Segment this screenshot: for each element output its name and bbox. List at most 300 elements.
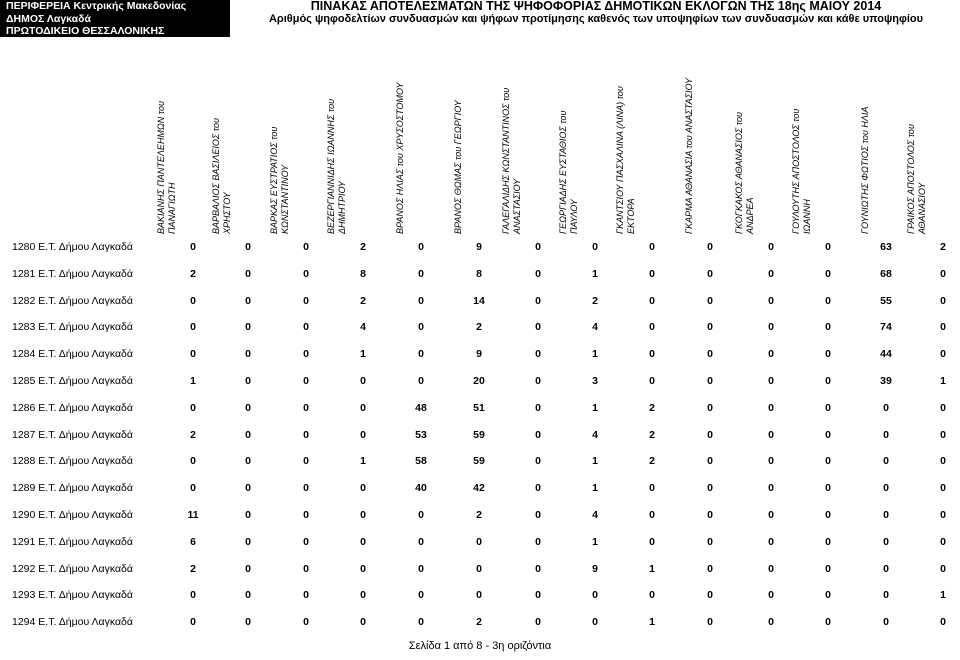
column-header-line: ΒΑΡΒΑΛΙΟΣ ΒΑΣΙΛΕΙΟΣ του bbox=[211, 118, 221, 234]
column-header-text bbox=[860, 72, 871, 234]
column-header bbox=[438, 72, 468, 234]
table-row bbox=[0, 399, 960, 417]
table-cell: 0 bbox=[245, 535, 251, 548]
table-cell: 39 bbox=[880, 375, 892, 387]
column-header-line: ΓΟΥΝΙΩΤΗΣ ΦΩΤΙΟΣ του ΗΛΙΑ bbox=[860, 106, 870, 234]
table-cell: 0 bbox=[707, 321, 713, 334]
table-cell: 0 bbox=[476, 589, 482, 602]
column-header-line: ΚΩΝΣΤΑΝΤΙΝΟΥ bbox=[280, 164, 290, 234]
table-cell: 40 bbox=[415, 482, 427, 495]
table-cell: 0 bbox=[940, 428, 946, 441]
column-header bbox=[902, 72, 932, 234]
table-cell: 0 bbox=[245, 321, 251, 334]
table-cell: 0 bbox=[303, 562, 309, 575]
table-cell: 6 bbox=[190, 535, 196, 548]
column-header-line: ΑΝΔΡΕΑ bbox=[745, 197, 755, 234]
row-label: 1284 Ε.Τ. Δήμου Λαγκαδά bbox=[12, 348, 133, 361]
table-cell: 0 bbox=[768, 241, 774, 253]
table-cell: 0 bbox=[940, 535, 946, 548]
table-cell: 0 bbox=[825, 321, 831, 334]
table-cell: 63 bbox=[880, 241, 892, 253]
table-cell: 0 bbox=[649, 321, 655, 334]
table-cell: 44 bbox=[880, 348, 892, 361]
column-header bbox=[669, 72, 699, 234]
page-footer: Σελίδα 1 από 8 - 3η οριζόντια bbox=[408, 640, 552, 652]
column-header-text bbox=[211, 72, 233, 234]
table-cell: 0 bbox=[768, 616, 774, 629]
table-cell: 2 bbox=[649, 401, 655, 414]
table-cell: 0 bbox=[768, 589, 774, 602]
column-header-line: ΒΑΡΚΑΣ ΕΥΣΤΡΑΤΙΟΣ του bbox=[269, 126, 279, 234]
table-cell: 0 bbox=[940, 401, 946, 414]
column-header bbox=[380, 72, 410, 234]
table-cell: 0 bbox=[360, 589, 366, 602]
table-cell: 1 bbox=[592, 482, 598, 495]
column-header-line: ΠΑΥΛΟΥ bbox=[569, 199, 579, 234]
column-header bbox=[265, 72, 295, 234]
table-cell: 9 bbox=[476, 348, 482, 361]
table-row bbox=[0, 586, 960, 604]
table-cell: 0 bbox=[940, 321, 946, 334]
table-cell: 0 bbox=[190, 321, 196, 334]
column-header-line: ΓΡΑΙΚΟΣ ΑΠΟΣΤΟΛΟΣ του bbox=[906, 124, 916, 234]
table-row bbox=[0, 613, 960, 631]
table-cell: 0 bbox=[535, 616, 541, 629]
column-header-line: ΓΕΩΡΓΙΑΔΗΣ ΕΥΣΤΑΘΙΟΣ του bbox=[558, 110, 568, 234]
column-header-text bbox=[791, 72, 813, 234]
table-cell: 55 bbox=[880, 294, 892, 307]
header-court: ΠΡΩΤΟΔΙΚΕΙΟ ΘΕΣΣΑΛΟΝΙΚΗΣ bbox=[6, 25, 165, 37]
table-cell: 0 bbox=[940, 482, 946, 495]
table-cell: 0 bbox=[418, 321, 424, 334]
column-header-text bbox=[558, 72, 580, 234]
table-cell: 0 bbox=[418, 241, 424, 253]
table-cell: 0 bbox=[825, 267, 831, 280]
table-cell: 1 bbox=[592, 401, 598, 414]
column-header bbox=[554, 72, 584, 234]
table-cell: 0 bbox=[707, 535, 713, 548]
table-cell: 0 bbox=[535, 401, 541, 414]
table-cell: 0 bbox=[190, 455, 196, 468]
table-cell: 2 bbox=[190, 428, 196, 441]
table-cell: 0 bbox=[592, 616, 598, 629]
row-label: 1294 Ε.Τ. Δήμου Λαγκαδά bbox=[12, 616, 133, 629]
column-header-text bbox=[734, 72, 756, 234]
column-header bbox=[730, 72, 760, 234]
table-cell: 0 bbox=[940, 455, 946, 468]
table-cell: 0 bbox=[245, 509, 251, 521]
table-cell: 0 bbox=[707, 241, 713, 253]
table-cell: 0 bbox=[418, 348, 424, 361]
table-cell: 1 bbox=[360, 348, 366, 361]
table-cell: 0 bbox=[940, 616, 946, 629]
table-cell: 0 bbox=[649, 267, 655, 280]
table-cell: 0 bbox=[535, 241, 541, 253]
column-header-line: ΙΩΑΝΝΗ bbox=[802, 199, 812, 234]
header-municipality: ΔΗΜΟΣ Λαγκαδά bbox=[6, 12, 91, 25]
table-cell: 59 bbox=[473, 455, 485, 468]
table-cell: 0 bbox=[768, 455, 774, 468]
row-label: 1283 Ε.Τ. Δήμου Λαγκαδά bbox=[12, 321, 133, 334]
row-label: 1285 Ε.Τ. Δήμου Λαγκαδά bbox=[12, 375, 133, 387]
header-titles bbox=[232, 0, 960, 26]
table-cell: 0 bbox=[883, 535, 889, 548]
column-header-line: ΑΘΑΝΑΣΙΟΥ bbox=[917, 182, 927, 234]
table-cell: 0 bbox=[940, 294, 946, 307]
table-cell: 0 bbox=[707, 294, 713, 307]
table-cell: 0 bbox=[535, 482, 541, 495]
table-cell: 20 bbox=[473, 375, 485, 387]
table-cell: 0 bbox=[245, 401, 251, 414]
row-label: 1293 Ε.Τ. Δήμου Λαγκαδά bbox=[12, 589, 133, 602]
table-cell: 0 bbox=[360, 535, 366, 548]
table-cell: 0 bbox=[883, 455, 889, 468]
table-cell: 2 bbox=[360, 241, 366, 253]
table-cell: 53 bbox=[415, 428, 427, 441]
table-cell: 0 bbox=[360, 482, 366, 495]
table-cell: 0 bbox=[883, 401, 889, 414]
table-cell: 0 bbox=[768, 294, 774, 307]
table-cell: 0 bbox=[592, 589, 598, 602]
table-cell: 0 bbox=[245, 589, 251, 602]
column-header-text bbox=[326, 72, 348, 234]
table-cell: 0 bbox=[649, 241, 655, 253]
column-header bbox=[152, 72, 182, 234]
table-cell: 0 bbox=[245, 562, 251, 575]
table-row bbox=[0, 426, 960, 444]
table-cell: 0 bbox=[418, 509, 424, 521]
table-cell: 0 bbox=[768, 375, 774, 387]
table-cell: 0 bbox=[245, 455, 251, 468]
table-cell: 0 bbox=[707, 589, 713, 602]
column-header bbox=[787, 72, 817, 234]
table-cell: 74 bbox=[880, 321, 892, 334]
table-cell: 0 bbox=[649, 375, 655, 387]
table-cell: 0 bbox=[303, 348, 309, 361]
table-cell: 0 bbox=[649, 482, 655, 495]
column-header-text bbox=[453, 72, 464, 234]
table-cell: 0 bbox=[825, 616, 831, 629]
table-cell: 0 bbox=[535, 267, 541, 280]
table-cell: 0 bbox=[360, 428, 366, 441]
column-header-text bbox=[684, 72, 695, 234]
table-row bbox=[0, 452, 960, 470]
table-cell: 1 bbox=[190, 375, 196, 387]
table-cell: 0 bbox=[303, 589, 309, 602]
table-cell: 0 bbox=[825, 401, 831, 414]
table-cell: 1 bbox=[592, 535, 598, 548]
column-header-line: ΒΡΑΝΟΣ ΘΩΜΑΣ του ΓΕΩΡΓΙΟΥ bbox=[453, 100, 463, 234]
table-cell: 0 bbox=[245, 267, 251, 280]
table-cell: 8 bbox=[360, 267, 366, 280]
table-cell: 0 bbox=[535, 321, 541, 334]
table-cell: 2 bbox=[592, 294, 598, 307]
table-cell: 0 bbox=[768, 562, 774, 575]
table-cell: 0 bbox=[883, 589, 889, 602]
table-cell: 0 bbox=[535, 375, 541, 387]
table-cell: 0 bbox=[303, 509, 309, 521]
table-cell: 0 bbox=[825, 241, 831, 253]
table-cell: 0 bbox=[649, 294, 655, 307]
table-cell: 2 bbox=[476, 321, 482, 334]
table-cell: 0 bbox=[418, 294, 424, 307]
table-cell: 1 bbox=[940, 589, 946, 602]
table-cell: 0 bbox=[768, 509, 774, 521]
table-row bbox=[0, 479, 960, 497]
table-cell: 0 bbox=[883, 616, 889, 629]
column-header-line: ΓΚΑΝΤΣΙΟΥ ΠΑΣΧΑΛΙΝΑ (ΛΙΝΑ) του bbox=[615, 86, 625, 234]
table-cell: 0 bbox=[768, 321, 774, 334]
table-cell: 0 bbox=[245, 294, 251, 307]
table-cell: 1 bbox=[649, 616, 655, 629]
table-cell: 4 bbox=[592, 509, 598, 521]
column-header bbox=[611, 72, 641, 234]
table-cell: 2 bbox=[360, 294, 366, 307]
row-label: 1288 Ε.Τ. Δήμου Λαγκαδά bbox=[12, 455, 133, 468]
column-header-text bbox=[501, 72, 523, 234]
table-cell: 2 bbox=[649, 455, 655, 468]
table-cell: 2 bbox=[476, 616, 482, 629]
table-cell: 68 bbox=[880, 267, 892, 280]
column-header-text bbox=[156, 72, 178, 234]
table-cell: 0 bbox=[768, 401, 774, 414]
table-cell: 0 bbox=[535, 562, 541, 575]
table-cell: 0 bbox=[825, 375, 831, 387]
table-cell: 0 bbox=[535, 428, 541, 441]
row-label: 1280 Ε.Τ. Δήμου Λαγκαδά bbox=[12, 241, 133, 253]
table-cell: 51 bbox=[473, 401, 485, 414]
table-cell: 2 bbox=[190, 562, 196, 575]
table-cell: 0 bbox=[190, 589, 196, 602]
table-cell: 0 bbox=[303, 294, 309, 307]
table-cell: 1 bbox=[360, 455, 366, 468]
table-cell: 0 bbox=[940, 348, 946, 361]
table-cell: 0 bbox=[825, 455, 831, 468]
table-cell: 4 bbox=[360, 321, 366, 334]
table-cell: 0 bbox=[649, 348, 655, 361]
column-header-line: ΓΟΥΛΟΥΤΗΣ ΑΠΟΣΤΟΛΟΣ του bbox=[791, 108, 801, 234]
table-cell: 1 bbox=[592, 348, 598, 361]
table-cell: 0 bbox=[768, 428, 774, 441]
table-cell: 9 bbox=[476, 241, 482, 253]
table-cell: 0 bbox=[707, 428, 713, 441]
column-header-line: ΒΡΑΝΟΣ ΗΛΙΑΣ του ΧΡΥΣΟΣΤΟΜΟΥ bbox=[395, 82, 405, 234]
table-cell: 0 bbox=[883, 509, 889, 521]
row-label: 1290 Ε.Τ. Δήμου Λαγκαδά bbox=[12, 509, 133, 521]
table-cell: 0 bbox=[649, 589, 655, 602]
table-cell: 0 bbox=[360, 401, 366, 414]
table-cell: 0 bbox=[418, 589, 424, 602]
column-header-line: ΕΚΤΟΡΑ bbox=[626, 198, 636, 234]
table-cell: 0 bbox=[707, 401, 713, 414]
table-cell: 0 bbox=[707, 375, 713, 387]
page-title: ΠΙΝΑΚΑΣ ΑΠΟΤΕΛΕΣΜΑΤΩΝ ΤΗΣ ΨΗΦΟΦΟΡΙΑΣ ΔΗΜΟΤΙΚΩΝ ΕΚΛΟΓΩΝ ΤΗΣ 18ης ΜΑΙΟΥ 2014 bbox=[310, 0, 882, 13]
table-cell: 1 bbox=[592, 267, 598, 280]
table-cell: 0 bbox=[883, 482, 889, 495]
table-cell: 0 bbox=[303, 482, 309, 495]
table-row bbox=[0, 318, 960, 336]
table-row bbox=[0, 265, 960, 283]
header-region-block bbox=[0, 0, 230, 37]
table-cell: 0 bbox=[190, 401, 196, 414]
table-cell: 0 bbox=[825, 294, 831, 307]
table-cell: 0 bbox=[245, 428, 251, 441]
table-cell: 0 bbox=[360, 562, 366, 575]
table-cell: 0 bbox=[535, 535, 541, 548]
table-cell: 0 bbox=[883, 428, 889, 441]
table-cell: 0 bbox=[707, 267, 713, 280]
table-cell: 0 bbox=[360, 616, 366, 629]
table-cell: 0 bbox=[303, 267, 309, 280]
column-header-line: ΒΑΚΙΑΝΗΣ ΠΑΝΤΕΛΕΗΜΩΝ του bbox=[156, 101, 166, 234]
table-cell: 0 bbox=[476, 535, 482, 548]
row-label: 1292 Ε.Τ. Δήμου Λαγκαδά bbox=[12, 562, 133, 575]
column-header bbox=[207, 72, 237, 234]
table-cell: 0 bbox=[592, 241, 598, 253]
table-cell: 0 bbox=[825, 589, 831, 602]
row-label: 1287 Ε.Τ. Δήμου Λαγκαδά bbox=[12, 428, 133, 441]
table-cell: 0 bbox=[649, 509, 655, 521]
table-cell: 9 bbox=[592, 562, 598, 575]
column-header-line: ΓΚΟΓΚΑΚΟΣ ΑΘΑΝΑΣΙΟΣ του bbox=[734, 112, 744, 234]
table-cell: 0 bbox=[768, 482, 774, 495]
table-cell: 0 bbox=[190, 482, 196, 495]
table-cell: 2 bbox=[476, 509, 482, 521]
table-cell: 0 bbox=[649, 535, 655, 548]
table-cell: 0 bbox=[245, 241, 251, 253]
table-cell: 0 bbox=[190, 241, 196, 253]
table-cell: 0 bbox=[303, 321, 309, 334]
table-cell: 0 bbox=[940, 562, 946, 575]
table-cell: 0 bbox=[707, 348, 713, 361]
table-cell: 11 bbox=[187, 509, 199, 521]
table-cell: 59 bbox=[473, 428, 485, 441]
table-cell: 0 bbox=[825, 509, 831, 521]
table-cell: 0 bbox=[418, 535, 424, 548]
row-label: 1281 Ε.Τ. Δήμου Λαγκαδά bbox=[12, 267, 133, 280]
table-cell: 0 bbox=[825, 348, 831, 361]
table-cell: 0 bbox=[535, 509, 541, 521]
table-cell: 0 bbox=[940, 267, 946, 280]
table-cell: 0 bbox=[303, 535, 309, 548]
column-header bbox=[497, 72, 527, 234]
table-cell: 2 bbox=[190, 267, 196, 280]
column-header-text bbox=[615, 72, 637, 234]
table-cell: 14 bbox=[473, 294, 485, 307]
table-cell: 1 bbox=[649, 562, 655, 575]
table-cell: 0 bbox=[535, 589, 541, 602]
table-cell: 0 bbox=[245, 482, 251, 495]
table-cell: 2 bbox=[649, 428, 655, 441]
column-header-text bbox=[269, 72, 291, 234]
column-header bbox=[845, 72, 875, 234]
row-label: 1289 Ε.Τ. Δήμου Λαγκαδά bbox=[12, 482, 133, 495]
table-cell: 0 bbox=[535, 348, 541, 361]
table-cell: 2 bbox=[940, 241, 946, 253]
column-header-text bbox=[906, 72, 928, 234]
table-cell: 0 bbox=[303, 241, 309, 253]
table-cell: 0 bbox=[707, 562, 713, 575]
column-header bbox=[322, 72, 352, 234]
table-row bbox=[0, 533, 960, 551]
table-cell: 0 bbox=[535, 455, 541, 468]
table-cell: 0 bbox=[707, 482, 713, 495]
table-cell: 0 bbox=[825, 428, 831, 441]
table-cell: 0 bbox=[883, 562, 889, 575]
table-cell: 0 bbox=[476, 562, 482, 575]
row-label: 1282 Ε.Τ. Δήμου Λαγκαδά bbox=[12, 294, 133, 307]
table-cell: 0 bbox=[768, 535, 774, 548]
column-header-line: ΑΝΑΣΤΑΣΙΟΥ bbox=[512, 178, 522, 234]
table-cell: 0 bbox=[303, 428, 309, 441]
table-cell: 0 bbox=[303, 375, 309, 387]
table-cell: 0 bbox=[303, 455, 309, 468]
table-cell: 0 bbox=[940, 509, 946, 521]
table-row bbox=[0, 345, 960, 363]
table-cell: 0 bbox=[190, 348, 196, 361]
table-cell: 0 bbox=[768, 348, 774, 361]
table-cell: 0 bbox=[535, 294, 541, 307]
table-cell: 0 bbox=[245, 348, 251, 361]
table-cell: 0 bbox=[418, 616, 424, 629]
column-header-line: ΔΗΜΗΤΡΙΟΥ bbox=[337, 180, 347, 234]
table-cell: 8 bbox=[476, 267, 482, 280]
table-cell: 0 bbox=[418, 375, 424, 387]
table-cell: 42 bbox=[473, 482, 485, 495]
table-row bbox=[0, 560, 960, 578]
table-cell: 3 bbox=[592, 375, 598, 387]
row-label: 1286 Ε.Τ. Δήμου Λαγκαδά bbox=[12, 401, 133, 414]
table-cell: 0 bbox=[768, 267, 774, 280]
table-cell: 0 bbox=[825, 482, 831, 495]
header-region: ΠΕΡΙΦΕΡΕΙΑ Κεντρικής Μακεδονίας bbox=[6, 0, 187, 12]
table-cell: 0 bbox=[418, 562, 424, 575]
table-row bbox=[0, 372, 960, 390]
table-cell: 1 bbox=[940, 375, 946, 387]
column-header-text bbox=[395, 72, 406, 234]
table-cell: 48 bbox=[415, 401, 427, 414]
table-cell: 0 bbox=[190, 616, 196, 629]
column-header-line: ΧΡΗΣΤΟΥ bbox=[222, 192, 232, 234]
table-cell: 0 bbox=[245, 616, 251, 629]
column-header-line: ΓΚΑΡΜΑ ΑΘΑΝΑΣΙΑ του ΑΝΑΣΤΑΣΙΟΥ bbox=[684, 78, 694, 234]
table-cell: 0 bbox=[825, 562, 831, 575]
row-label: 1291 Ε.Τ. Δήμου Λαγκαδά bbox=[12, 535, 133, 548]
table-cell: 0 bbox=[707, 616, 713, 629]
table-row bbox=[0, 238, 960, 256]
table-row bbox=[0, 506, 960, 524]
table-cell: 0 bbox=[707, 455, 713, 468]
column-header-line: ΒΕΖΕΡΓΙΑΝΝΙΔΗΣ ΙΩΑΝΝΗΣ του bbox=[326, 98, 336, 234]
page-subtitle: Αριθμός ψηφοδελτίων συνδυασμών και ψήφων προτίμησης καθενός των υποψηφίων των συνδυασμών και κάθε υποψηφίου bbox=[268, 13, 924, 25]
table-cell: 0 bbox=[707, 509, 713, 521]
column-header-line: ΓΑΛΕΓΑΛΙΔΗΣ ΚΩΝΣΤΑΝΤΙΝΟΣ του bbox=[501, 87, 511, 234]
table-cell: 1 bbox=[592, 455, 598, 468]
table-row bbox=[0, 292, 960, 310]
table-cell: 0 bbox=[303, 616, 309, 629]
table-cell: 0 bbox=[360, 509, 366, 521]
table-cell: 4 bbox=[592, 321, 598, 334]
table-cell: 58 bbox=[415, 455, 427, 468]
column-header-line: ΠΑΝΑΓΙΩΤΗ bbox=[167, 182, 177, 234]
table-cell: 0 bbox=[303, 401, 309, 414]
table-cell: 0 bbox=[418, 267, 424, 280]
table-cell: 0 bbox=[245, 375, 251, 387]
table-cell: 0 bbox=[360, 375, 366, 387]
table-cell: 4 bbox=[592, 428, 598, 441]
table-cell: 0 bbox=[825, 535, 831, 548]
table-cell: 0 bbox=[190, 294, 196, 307]
